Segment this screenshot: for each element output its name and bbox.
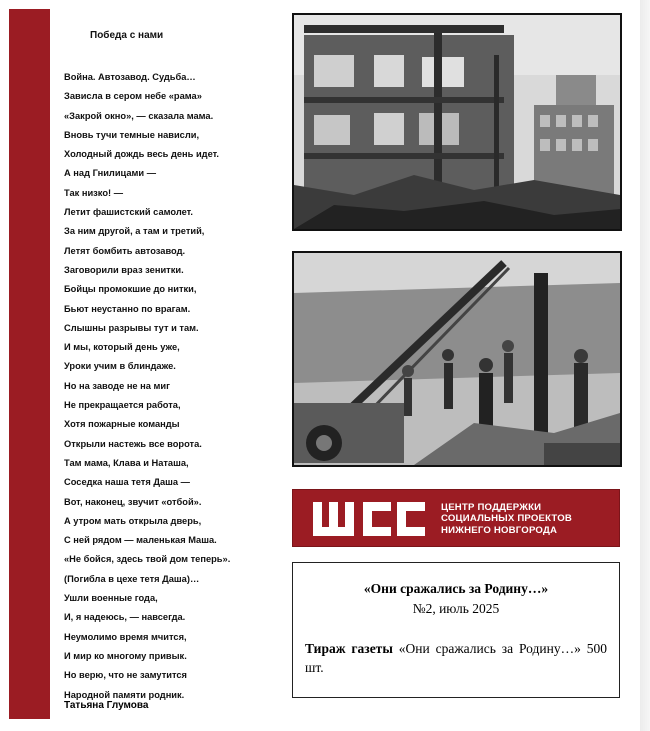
poem-line: (Погибла в цехе тетя Даша)… bbox=[64, 573, 200, 584]
poem-line: Народной памяти родник. bbox=[64, 689, 185, 700]
poem-line: Летят бомбить автозавод. bbox=[64, 245, 186, 256]
poem-line: Неумолимо время мчится, bbox=[64, 631, 187, 642]
poem-line: Вот, наконец, звучит «отбой». bbox=[64, 496, 202, 507]
organization-name bbox=[441, 502, 572, 536]
poem-line: Зависла в сером небе «рама» bbox=[64, 91, 202, 102]
poem-line: С ней рядом — маленькая Маша. bbox=[64, 535, 217, 546]
poem-line: Соседка наша тетя Даша — bbox=[64, 477, 190, 488]
poem-line: Не прекращается работа, bbox=[64, 400, 181, 411]
poem-body bbox=[64, 68, 289, 705]
poem-line: Уроки учим в блиндаже. bbox=[64, 361, 176, 372]
poem-line: А над Гнилицами — bbox=[64, 168, 157, 179]
poem-line: И, я надеюсь, — навсегда. bbox=[64, 612, 186, 623]
poem-line: Там мама, Клава и Наташа, bbox=[64, 457, 189, 468]
poem-line: И мир ко многому привык. bbox=[64, 650, 187, 661]
poem-title: Победа с нами bbox=[90, 30, 164, 41]
poem-line: Заговорили враз зенитки. bbox=[64, 264, 184, 275]
poem-line: Слышны разрывы тут и там. bbox=[64, 322, 199, 333]
poem-line: «Закрой окно», — сказала мама. bbox=[64, 110, 214, 121]
poem-line: Ушли военные года, bbox=[64, 593, 158, 604]
page-edge bbox=[640, 0, 650, 731]
print-run-text: «Они сражались за Родину…» 500 шт. bbox=[305, 641, 607, 675]
photo-rubble-workers bbox=[292, 251, 622, 467]
organization-logo-mark bbox=[313, 502, 429, 536]
photo-destroyed-factory-building bbox=[292, 13, 622, 231]
poem-line: И мы, который день уже, bbox=[64, 342, 180, 353]
poem-line: За ним другой, а там и третий, bbox=[64, 226, 205, 237]
organization-name-line-1: ЦЕНТР ПОДДЕРЖКИ bbox=[441, 502, 542, 513]
poem-line: Бойцы промокшие до нитки, bbox=[64, 284, 197, 295]
print-run bbox=[305, 639, 607, 677]
poem-line: «Не бойся, здесь твой дом теперь». bbox=[64, 554, 231, 565]
poem-line: Хотя пожарные команды bbox=[64, 419, 180, 430]
poem-line: А утром мать открыла дверь, bbox=[64, 515, 202, 526]
poem-line: Бьют неустанно по врагам. bbox=[64, 303, 191, 314]
organization-name-line-2: СОЦИАЛЬНЫХ ПРОЕКТОВ bbox=[441, 513, 573, 525]
poem-line: Но на заводе не на миг bbox=[64, 380, 171, 391]
poem-line: Вновь тучи темные нависли, bbox=[64, 129, 200, 140]
issue-number: №2, июль 2025 bbox=[412, 601, 500, 616]
newspaper-title: «Они сражались за Родину…» bbox=[363, 581, 549, 596]
poem-author: Татьяна Глумова bbox=[64, 700, 149, 711]
print-run-label: Тираж газеты bbox=[305, 641, 393, 656]
poem-line: Но верю, что не замутится bbox=[64, 670, 187, 681]
organization-logo-banner bbox=[292, 489, 620, 547]
poem-line: Летит фашистский самолет. bbox=[64, 207, 193, 218]
newspaper-imprint-box bbox=[292, 562, 620, 698]
poem-line: Холодный дождь весь день идет. bbox=[64, 149, 219, 160]
poem-line: Война. Автозавод. Судьба… bbox=[64, 72, 196, 82]
poem-line: Открыли настежь все ворота. bbox=[64, 438, 202, 449]
organization-name-line-3: НИЖНЕГО НОВГОРОДА bbox=[441, 524, 558, 536]
poem-line: Так низко! — bbox=[64, 187, 123, 198]
red-side-stripe bbox=[9, 9, 50, 719]
